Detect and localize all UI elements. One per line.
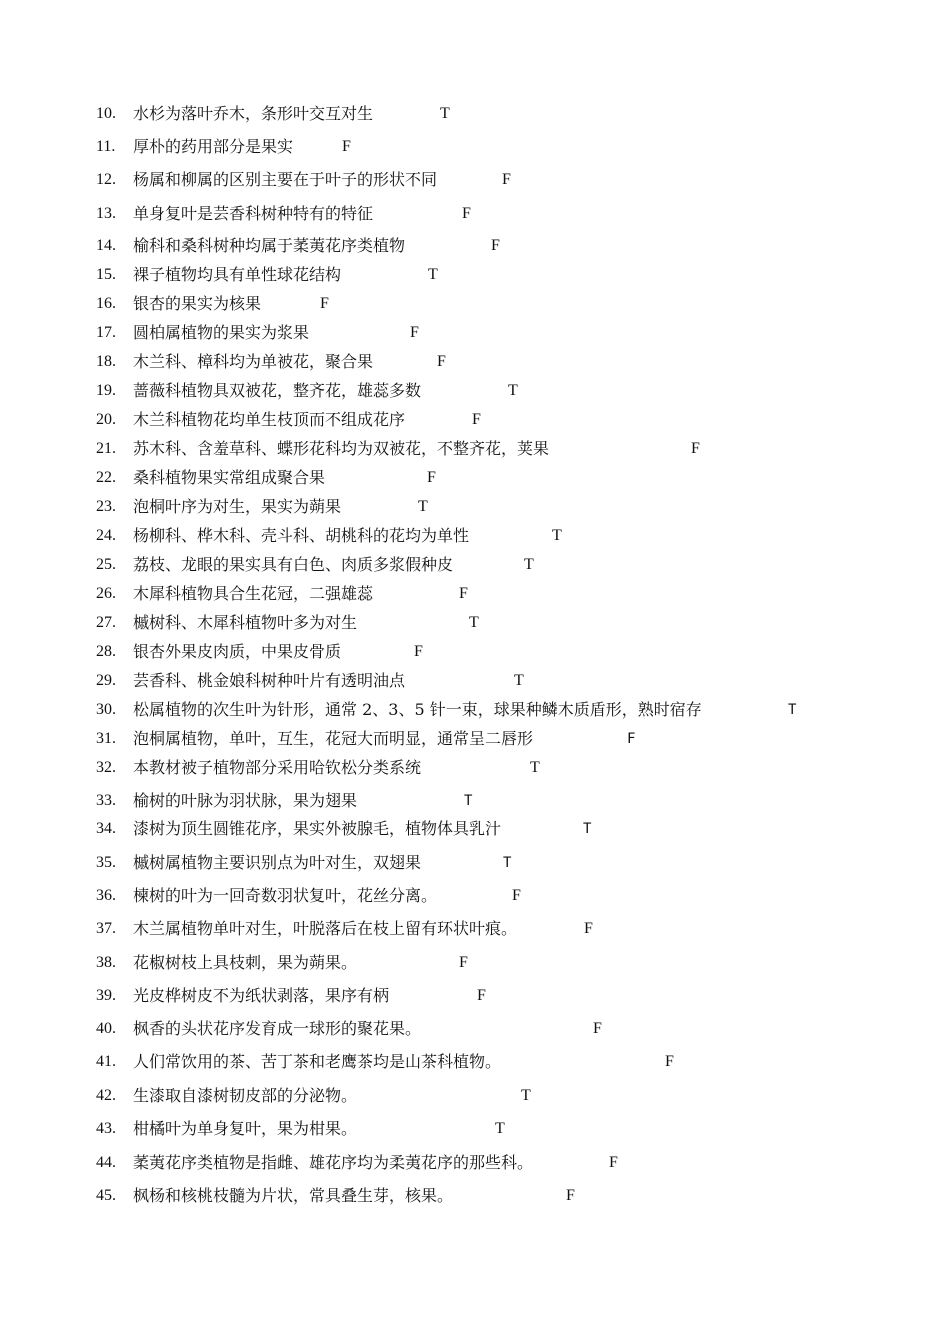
- question-number: 35.: [96, 854, 116, 871]
- question-number: 41.: [96, 1053, 116, 1070]
- answer-mark: F: [512, 887, 521, 904]
- question-statement: 花椒树枝上具枝刺，果为蒴果。: [133, 953, 358, 972]
- question-statement: 荔枝、龙眼的果实具有白色、肉质多浆假种皮: [133, 555, 454, 574]
- answer-mark: F: [665, 1053, 674, 1070]
- question-number: 42.: [96, 1087, 116, 1104]
- answer-mark: T: [428, 266, 438, 283]
- question-statement: 厚朴的药用部分是果实: [133, 137, 294, 156]
- question-statement: 人们常饮用的茶、苦丁茶和老鹰茶均是山茶科植物。: [133, 1052, 502, 1071]
- question-number: 43.: [96, 1120, 116, 1137]
- answer-mark: F: [584, 920, 593, 937]
- question-number: 19.: [96, 382, 116, 399]
- question-number: 22.: [96, 469, 116, 486]
- question-number: 27.: [96, 614, 116, 631]
- question-statement: 榆树的叶脉为羽状脉，果为翅果: [133, 791, 358, 810]
- question-number: 33.: [96, 792, 116, 809]
- question-number: 10.: [96, 105, 116, 122]
- answer-mark: T: [495, 1120, 505, 1137]
- answer-mark: F: [472, 411, 481, 428]
- answer-mark: T: [514, 672, 524, 689]
- question-number: 24.: [96, 527, 116, 544]
- question-number: 15.: [96, 266, 116, 283]
- question-number: 30.: [96, 701, 116, 718]
- question-statement: 光皮桦树皮不为纸状剥落，果序有柄: [133, 986, 390, 1005]
- question-statement: 银杏的果实为核果: [133, 294, 262, 313]
- question-number: 40.: [96, 1020, 116, 1037]
- question-number: 28.: [96, 643, 116, 660]
- question-statement: 松属植物的次生叶为针形，通常 2、3、5 针一束，球果种鳞木质盾形，熟时宿存: [133, 700, 702, 719]
- question-number: 45.: [96, 1187, 116, 1204]
- question-number: 23.: [96, 498, 116, 515]
- answer-mark: F: [342, 138, 351, 155]
- question-number: 32.: [96, 759, 116, 776]
- question-statement: 木兰科、樟科均为单被花，聚合果: [133, 352, 374, 371]
- answer-mark: T: [464, 793, 473, 809]
- answer-mark: F: [410, 324, 419, 341]
- question-statement: 银杏外果皮肉质，中果皮骨质: [133, 642, 342, 661]
- answer-mark: T: [552, 527, 562, 544]
- question-statement: 柑橘叶为单身复叶，果为柑果。: [133, 1119, 358, 1138]
- question-statement: 漆树为顶生圆锥花序，果实外被腺毛，植物体具乳汁: [133, 819, 502, 838]
- answer-mark: F: [477, 987, 486, 1004]
- question-statement: 杨柳科、桦木科、壳斗科、胡桃科的花均为单性: [133, 526, 470, 545]
- question-statement: 木兰属植物单叶对生，叶脱落后在枝上留有环状叶痕。: [133, 919, 518, 938]
- question-number: 16.: [96, 295, 116, 312]
- answer-mark: F: [427, 469, 436, 486]
- answer-mark: T: [469, 614, 479, 631]
- answer-mark: T: [583, 821, 592, 837]
- answer-mark: T: [530, 759, 540, 776]
- answer-mark: F: [691, 440, 700, 457]
- question-number: 18.: [96, 353, 116, 370]
- answer-mark: F: [502, 171, 511, 188]
- question-statement: 本教材被子植物部分采用哈钦松分类系统: [133, 758, 422, 777]
- question-statement: 裸子植物均具有单性球花结构: [133, 265, 342, 284]
- question-number: 20.: [96, 411, 116, 428]
- answer-mark: T: [524, 556, 534, 573]
- question-number: 34.: [96, 820, 116, 837]
- question-statement: 蔷薇科植物具双被花，整齐花，雄蕊多数: [133, 381, 422, 400]
- question-statement: 桑科植物果实常组成聚合果: [133, 468, 326, 487]
- question-statement: 芸香科、桃金娘科树种叶片有透明油点: [133, 671, 406, 690]
- question-number: 12.: [96, 171, 116, 188]
- answer-mark: F: [462, 205, 471, 222]
- question-statement: 生漆取自漆树韧皮部的分泌物。: [133, 1086, 358, 1105]
- question-statement: 木犀科植物具合生花冠，二强雄蕊: [133, 584, 374, 603]
- question-statement: 枫香的头状花序发育成一球形的聚花果。: [133, 1019, 422, 1038]
- question-number: 14.: [96, 237, 116, 254]
- question-statement: 泡桐叶序为对生，果实为蒴果: [133, 497, 342, 516]
- question-number: 39.: [96, 987, 116, 1004]
- answer-mark: F: [437, 353, 446, 370]
- answer-mark: F: [414, 643, 423, 660]
- question-number: 44.: [96, 1154, 116, 1171]
- question-number: 37.: [96, 920, 116, 937]
- question-statement: 木兰科植物花均单生枝顶而不组成花序: [133, 410, 406, 429]
- question-statement: 泡桐属植物，单叶，互生，花冠大而明显，通常呈二唇形: [133, 729, 534, 748]
- answer-mark: T: [521, 1087, 531, 1104]
- answer-mark: T: [788, 702, 797, 718]
- question-statement: 圆柏属植物的果实为浆果: [133, 323, 310, 342]
- question-number: 36.: [96, 887, 116, 904]
- question-number: 38.: [96, 954, 116, 971]
- question-statement: 槭树科、木犀科植物叶多为对生: [133, 613, 358, 632]
- question-statement: 楝树的叶为一回奇数羽状复叶，花丝分离。: [133, 886, 438, 905]
- question-statement: 苏木科、含羞草科、蝶形花科均为双被花，不整齐花，荚果: [133, 439, 550, 458]
- question-statement: 榆科和桑科树种均属于葇荑花序类植物: [133, 236, 406, 255]
- question-statement: 葇荑花序类植物是指雌、雄花序均为柔荑花序的那些科。: [133, 1153, 534, 1172]
- question-number: 21.: [96, 440, 116, 457]
- answer-mark: F: [320, 295, 329, 312]
- answer-mark: T: [418, 498, 428, 515]
- question-statement: 单身复叶是芸香科树种特有的特征: [133, 204, 374, 223]
- answer-mark: F: [609, 1154, 618, 1171]
- question-number: 26.: [96, 585, 116, 602]
- question-statement: 枫杨和核桃枝髓为片状，常具叠生芽，核果。: [133, 1186, 454, 1205]
- question-number: 17.: [96, 324, 116, 341]
- answer-mark: F: [593, 1020, 602, 1037]
- answer-mark: T: [440, 105, 450, 122]
- question-number: 11.: [96, 138, 116, 155]
- answer-mark: F: [627, 731, 636, 747]
- answer-mark: F: [491, 237, 500, 254]
- question-statement: 杨属和柳属的区别主要在于叶子的形状不同: [133, 170, 438, 189]
- question-number: 25.: [96, 556, 116, 573]
- question-number: 31.: [96, 730, 116, 747]
- answer-mark: F: [459, 954, 468, 971]
- answer-mark: T: [508, 382, 518, 399]
- answer-mark: T: [503, 855, 512, 871]
- question-statement: 水杉为落叶乔木，条形叶交互对生: [133, 104, 374, 123]
- answer-mark: F: [459, 585, 468, 602]
- answer-mark: F: [566, 1187, 575, 1204]
- question-number: 29.: [96, 672, 116, 689]
- question-number: 13.: [96, 205, 116, 222]
- question-statement: 槭树属植物主要识别点为叶对生，双翅果: [133, 853, 422, 872]
